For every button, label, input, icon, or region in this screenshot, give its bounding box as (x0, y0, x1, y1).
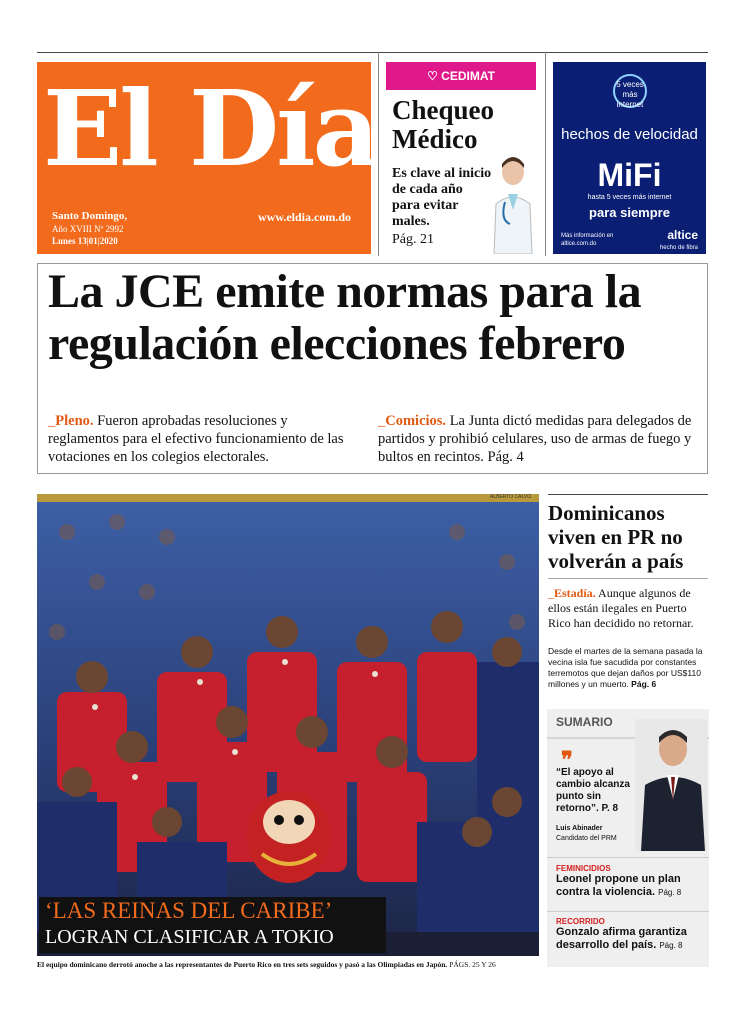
sumario-item-headline (556, 926, 706, 952)
deck-right-text: La Junta dictó medidas para delegados de partidos y prohibió celulares, uso de armas de fuego y bultos en recintos. Pág. 4 (378, 413, 692, 465)
lead-deck-right: _Comicios. La Junta dictó medidas para delegados de partidos y prohibió celulares, uso de armas de fuego y bultos en recintos. Pág. 4 (378, 413, 692, 465)
promo-title: Chequeo Médico (392, 95, 495, 154)
masthead-edition: Año XVIII Nº 2992 (52, 224, 124, 234)
side-rule (548, 578, 708, 579)
sumario-item-kicker: RECORRIDO (556, 917, 605, 926)
side-deck-text: Aunque algunos de ellos están ilegales en Puerto Rico han decidido no retornar. (548, 586, 694, 630)
quote-role: Candidato del PRM (556, 835, 617, 842)
sumario-title: SUMARIO (556, 715, 613, 729)
heart-icon: ♡ (427, 69, 442, 83)
side-body-text: Desde el martes de la semana pasada la vecina isla fue sacudida por constantes terremotos que dejan daños por US$110 millones y un muerto. (548, 646, 703, 689)
team-celebration-image (37, 502, 539, 956)
masthead-date: Lunes 13|01|2020 (52, 236, 118, 246)
side-rule (548, 494, 708, 495)
ad-info-url[interactable]: altice.com.do (561, 241, 597, 247)
sumario-divider (547, 911, 709, 912)
sumario-quote[interactable]: “El apoyo al cambio alcanza punto sin retorno”. P. 8 (556, 767, 630, 814)
website-link[interactable]: www.eldia.com.do (258, 210, 351, 224)
column-divider (378, 52, 379, 256)
photo-credit: ALBERTO CALVO (490, 494, 532, 500)
newspaper-logo[interactable]: El Día (43, 67, 378, 190)
sumario-item-page: Pág. 8 (658, 888, 682, 897)
side-deck: _Estadía. Aunque algunos de ellos están ilegales en Puerto Rico han decidido no retornar. (548, 586, 694, 630)
sumario-item-text: Gonzalo afirma garantiza desarrollo del país. (556, 926, 687, 951)
ad-badge: 5 veces más internet (613, 74, 647, 108)
sumario-item-recorrido[interactable] (556, 917, 706, 952)
quote-author: Luis Abinader (556, 825, 603, 832)
health-promo[interactable] (386, 62, 536, 254)
deck-left-text: Fueron aprobadas resoluciones y reglamentos para el efectivo funcionamiento de las votaciones en los colegios electorales. (48, 413, 344, 465)
lead-headline[interactable]: La JCE emite normas para la regulación elecciones febrero (48, 265, 642, 370)
photo-caption (37, 960, 496, 969)
ad-headline: hechos de velocidad (561, 126, 698, 143)
internet-ad[interactable] (553, 62, 706, 254)
photo-caption-box (39, 897, 386, 953)
sumario-item-headline (556, 873, 706, 899)
side-body-page: Pág. 6 (631, 679, 657, 689)
photo-caption-pages: PÁGS. 25 Y 26 (449, 960, 496, 969)
ad-info-label: Más información en (561, 233, 614, 239)
side-body (548, 646, 710, 690)
kicker-comicios: Comicios. (385, 413, 447, 429)
volleyball-team-photo[interactable] (37, 502, 539, 956)
photo-subheadline[interactable]: LOGRAN CLASIFICAR A TOKIO (45, 926, 334, 948)
top-rule (37, 52, 708, 53)
ad-tagline: para siempre (589, 205, 670, 220)
kicker-pleno: Pleno. (55, 413, 94, 429)
ad-brand-sub: hecho de fibra (659, 245, 698, 251)
photo-top-bar (37, 494, 539, 502)
sumario-item-kicker: FEMINICIDIOS (556, 864, 611, 873)
sumario-divider (547, 857, 709, 858)
ad-subline: hasta 5 veces más internet (587, 194, 672, 201)
photo-headline[interactable]: ‘LAS REINAS DEL CARIBE’ (45, 898, 333, 923)
sumario-item-page: Pág. 8 (659, 941, 683, 950)
masthead-city: Santo Domingo, (52, 210, 128, 222)
column-divider (545, 52, 546, 256)
masthead (37, 62, 378, 254)
kicker-estadia: Estadía. (554, 586, 596, 600)
doctor-illustration (490, 154, 536, 254)
ad-brand-name: altice (667, 228, 698, 242)
promo-page: Pág. 21 (392, 232, 434, 247)
lead-deck-left: _Pleno. Fueron aprobadas resoluciones y reglamentos para el efectivo funcionamiento de las votaciones en los colegios electorales. (48, 413, 344, 465)
side-headline[interactable]: Dominicanos viven en PR no volverán a país (548, 501, 684, 573)
sumario-box (547, 709, 709, 967)
promo-text: Es clave al inicio de cada año para evitar males. (392, 166, 492, 229)
promo-brand-bar (386, 62, 536, 90)
promo-brand: CEDIMAT (441, 69, 495, 83)
politician-photo (635, 719, 707, 851)
sumario-item-feminicidios[interactable] (556, 864, 706, 899)
sumario-item-text: Leonel propone un plan contra la violencia. (556, 873, 681, 898)
lead-story[interactable] (37, 263, 708, 474)
photo-caption-text: El equipo dominicano derrotó anoche a las representantes de Puerto Rico en tres sets seguidos y pasó a las Olimpiadas en Japón. (37, 960, 448, 969)
ad-brand (660, 230, 698, 253)
ad-info (561, 232, 613, 248)
quote-icon: ❞ (561, 747, 573, 773)
ad-product: MiFi (597, 157, 662, 193)
